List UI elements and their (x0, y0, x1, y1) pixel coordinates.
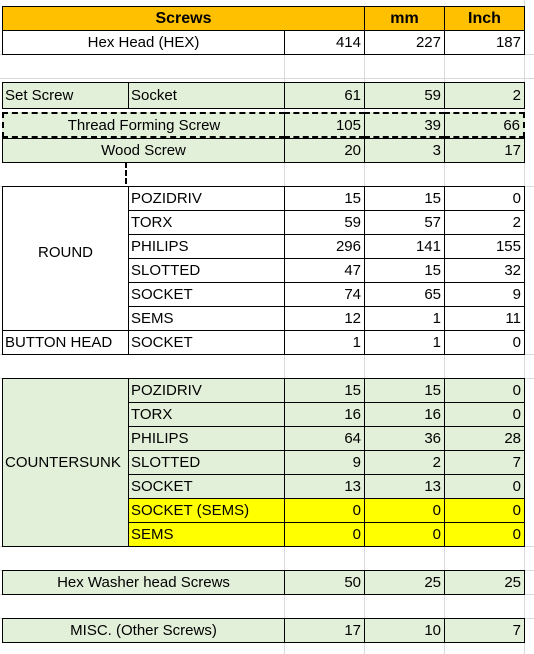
countersunk-group-label[interactable] (2, 378, 129, 547)
header-screws[interactable]: Screws (2, 6, 365, 31)
countersunk-mm[interactable]: 36 (364, 426, 445, 451)
countersunk-mm[interactable]: 13 (364, 474, 445, 499)
countersunk-screws[interactable]: 9 (284, 450, 365, 475)
countersunk-type[interactable]: POZIDRIV (128, 378, 285, 403)
hex-head-inch[interactable]: 187 (444, 30, 525, 55)
round-mm[interactable]: 15 (364, 186, 445, 211)
button-head-type[interactable]: SOCKET (128, 330, 285, 355)
misc-screws[interactable]: 17 (284, 618, 365, 643)
set-screw-screws[interactable]: 61 (284, 82, 365, 109)
countersunk-mm[interactable]: 2 (364, 450, 445, 475)
countersunk-screws[interactable]: 64 (284, 426, 365, 451)
round-group-label[interactable] (2, 186, 129, 331)
thread-forming-mm[interactable]: 39 (364, 112, 445, 138)
hex-washer-mm[interactable]: 25 (364, 570, 445, 595)
countersunk-mm[interactable]: 0 (364, 522, 445, 547)
countersunk-inch[interactable]: 0 (444, 474, 525, 499)
selection-dash-line (125, 162, 127, 184)
button-head-screws[interactable]: 1 (284, 330, 365, 355)
countersunk-type[interactable]: SOCKET (SEMS) (128, 498, 285, 523)
round-mm[interactable]: 15 (364, 258, 445, 283)
countersunk-inch[interactable]: 0 (444, 498, 525, 523)
wood-screw-mm[interactable]: 3 (364, 138, 445, 163)
header-inch[interactable]: Inch (444, 6, 525, 31)
hex-head-mm[interactable]: 227 (364, 30, 445, 55)
round-screws[interactable]: 12 (284, 306, 365, 331)
round-inch[interactable]: 155 (444, 234, 525, 259)
button-head-label[interactable]: BUTTON HEAD (2, 330, 129, 355)
countersunk-mm[interactable]: 16 (364, 402, 445, 427)
countersunk-screws[interactable]: 0 (284, 498, 365, 523)
countersunk-screws[interactable]: 0 (284, 522, 365, 547)
round-inch[interactable]: 9 (444, 282, 525, 307)
round-type[interactable]: SOCKET (128, 282, 285, 307)
round-mm[interactable]: 1 (364, 306, 445, 331)
countersunk-type[interactable]: SLOTTED (128, 450, 285, 475)
round-type[interactable]: POZIDRIV (128, 186, 285, 211)
countersunk-label: COUNTERSUNK (5, 454, 121, 471)
round-mm[interactable]: 65 (364, 282, 445, 307)
round-screws[interactable]: 59 (284, 210, 365, 235)
wood-screw-screws[interactable]: 20 (284, 138, 365, 163)
countersunk-type[interactable]: PHILIPS (128, 426, 285, 451)
countersunk-mm[interactable]: 0 (364, 498, 445, 523)
button-head-mm[interactable]: 1 (364, 330, 445, 355)
countersunk-type[interactable]: TORX (128, 402, 285, 427)
wood-screw-inch[interactable]: 17 (444, 138, 525, 163)
round-type[interactable]: SEMS (128, 306, 285, 331)
round-screws[interactable]: 15 (284, 186, 365, 211)
round-inch[interactable]: 11 (444, 306, 525, 331)
countersunk-inch[interactable]: 7 (444, 450, 525, 475)
round-type[interactable]: PHILIPS (128, 234, 285, 259)
hex-head-screws[interactable]: 414 (284, 30, 365, 55)
misc-mm[interactable]: 10 (364, 618, 445, 643)
countersunk-inch[interactable]: 28 (444, 426, 525, 451)
countersunk-screws[interactable]: 16 (284, 402, 365, 427)
round-mm[interactable]: 141 (364, 234, 445, 259)
countersunk-screws[interactable]: 15 (284, 378, 365, 403)
round-inch[interactable]: 32 (444, 258, 525, 283)
misc-label[interactable]: MISC. (Other Screws) (2, 618, 285, 643)
round-inch[interactable]: 2 (444, 210, 525, 235)
header-mm[interactable]: mm (364, 6, 445, 31)
round-screws[interactable]: 47 (284, 258, 365, 283)
countersunk-inch[interactable]: 0 (444, 402, 525, 427)
thread-forming-screws[interactable]: 105 (284, 112, 365, 138)
hex-washer-label[interactable]: Hex Washer head Screws (2, 570, 285, 595)
round-mm[interactable]: 57 (364, 210, 445, 235)
round-type[interactable]: SLOTTED (128, 258, 285, 283)
wood-screw-label[interactable]: Wood Screw (2, 138, 285, 163)
countersunk-inch[interactable]: 0 (444, 522, 525, 547)
countersunk-mm[interactable]: 15 (364, 378, 445, 403)
countersunk-screws[interactable]: 13 (284, 474, 365, 499)
hex-washer-inch[interactable]: 25 (444, 570, 525, 595)
button-head-inch[interactable]: 0 (444, 330, 525, 355)
round-screws[interactable]: 74 (284, 282, 365, 307)
set-screw-label[interactable]: Set Screw (2, 82, 129, 109)
countersunk-type[interactable]: SOCKET (128, 474, 285, 499)
countersunk-type[interactable]: SEMS (128, 522, 285, 547)
countersunk-inch[interactable]: 0 (444, 378, 525, 403)
round-label: ROUND (38, 244, 93, 261)
gridline (0, 78, 534, 79)
thread-forming-label[interactable]: Thread Forming Screw (2, 112, 285, 138)
thread-forming-inch[interactable]: 66 (444, 112, 525, 138)
set-screw-sub[interactable]: Socket (128, 82, 285, 109)
hex-head-label[interactable]: Hex Head (HEX) (2, 30, 285, 55)
hex-washer-screws[interactable]: 50 (284, 570, 365, 595)
round-screws[interactable]: 296 (284, 234, 365, 259)
round-type[interactable]: TORX (128, 210, 285, 235)
misc-inch[interactable]: 7 (444, 618, 525, 643)
set-screw-mm[interactable]: 59 (364, 82, 445, 109)
round-inch[interactable]: 0 (444, 186, 525, 211)
set-screw-inch[interactable]: 2 (444, 82, 525, 109)
